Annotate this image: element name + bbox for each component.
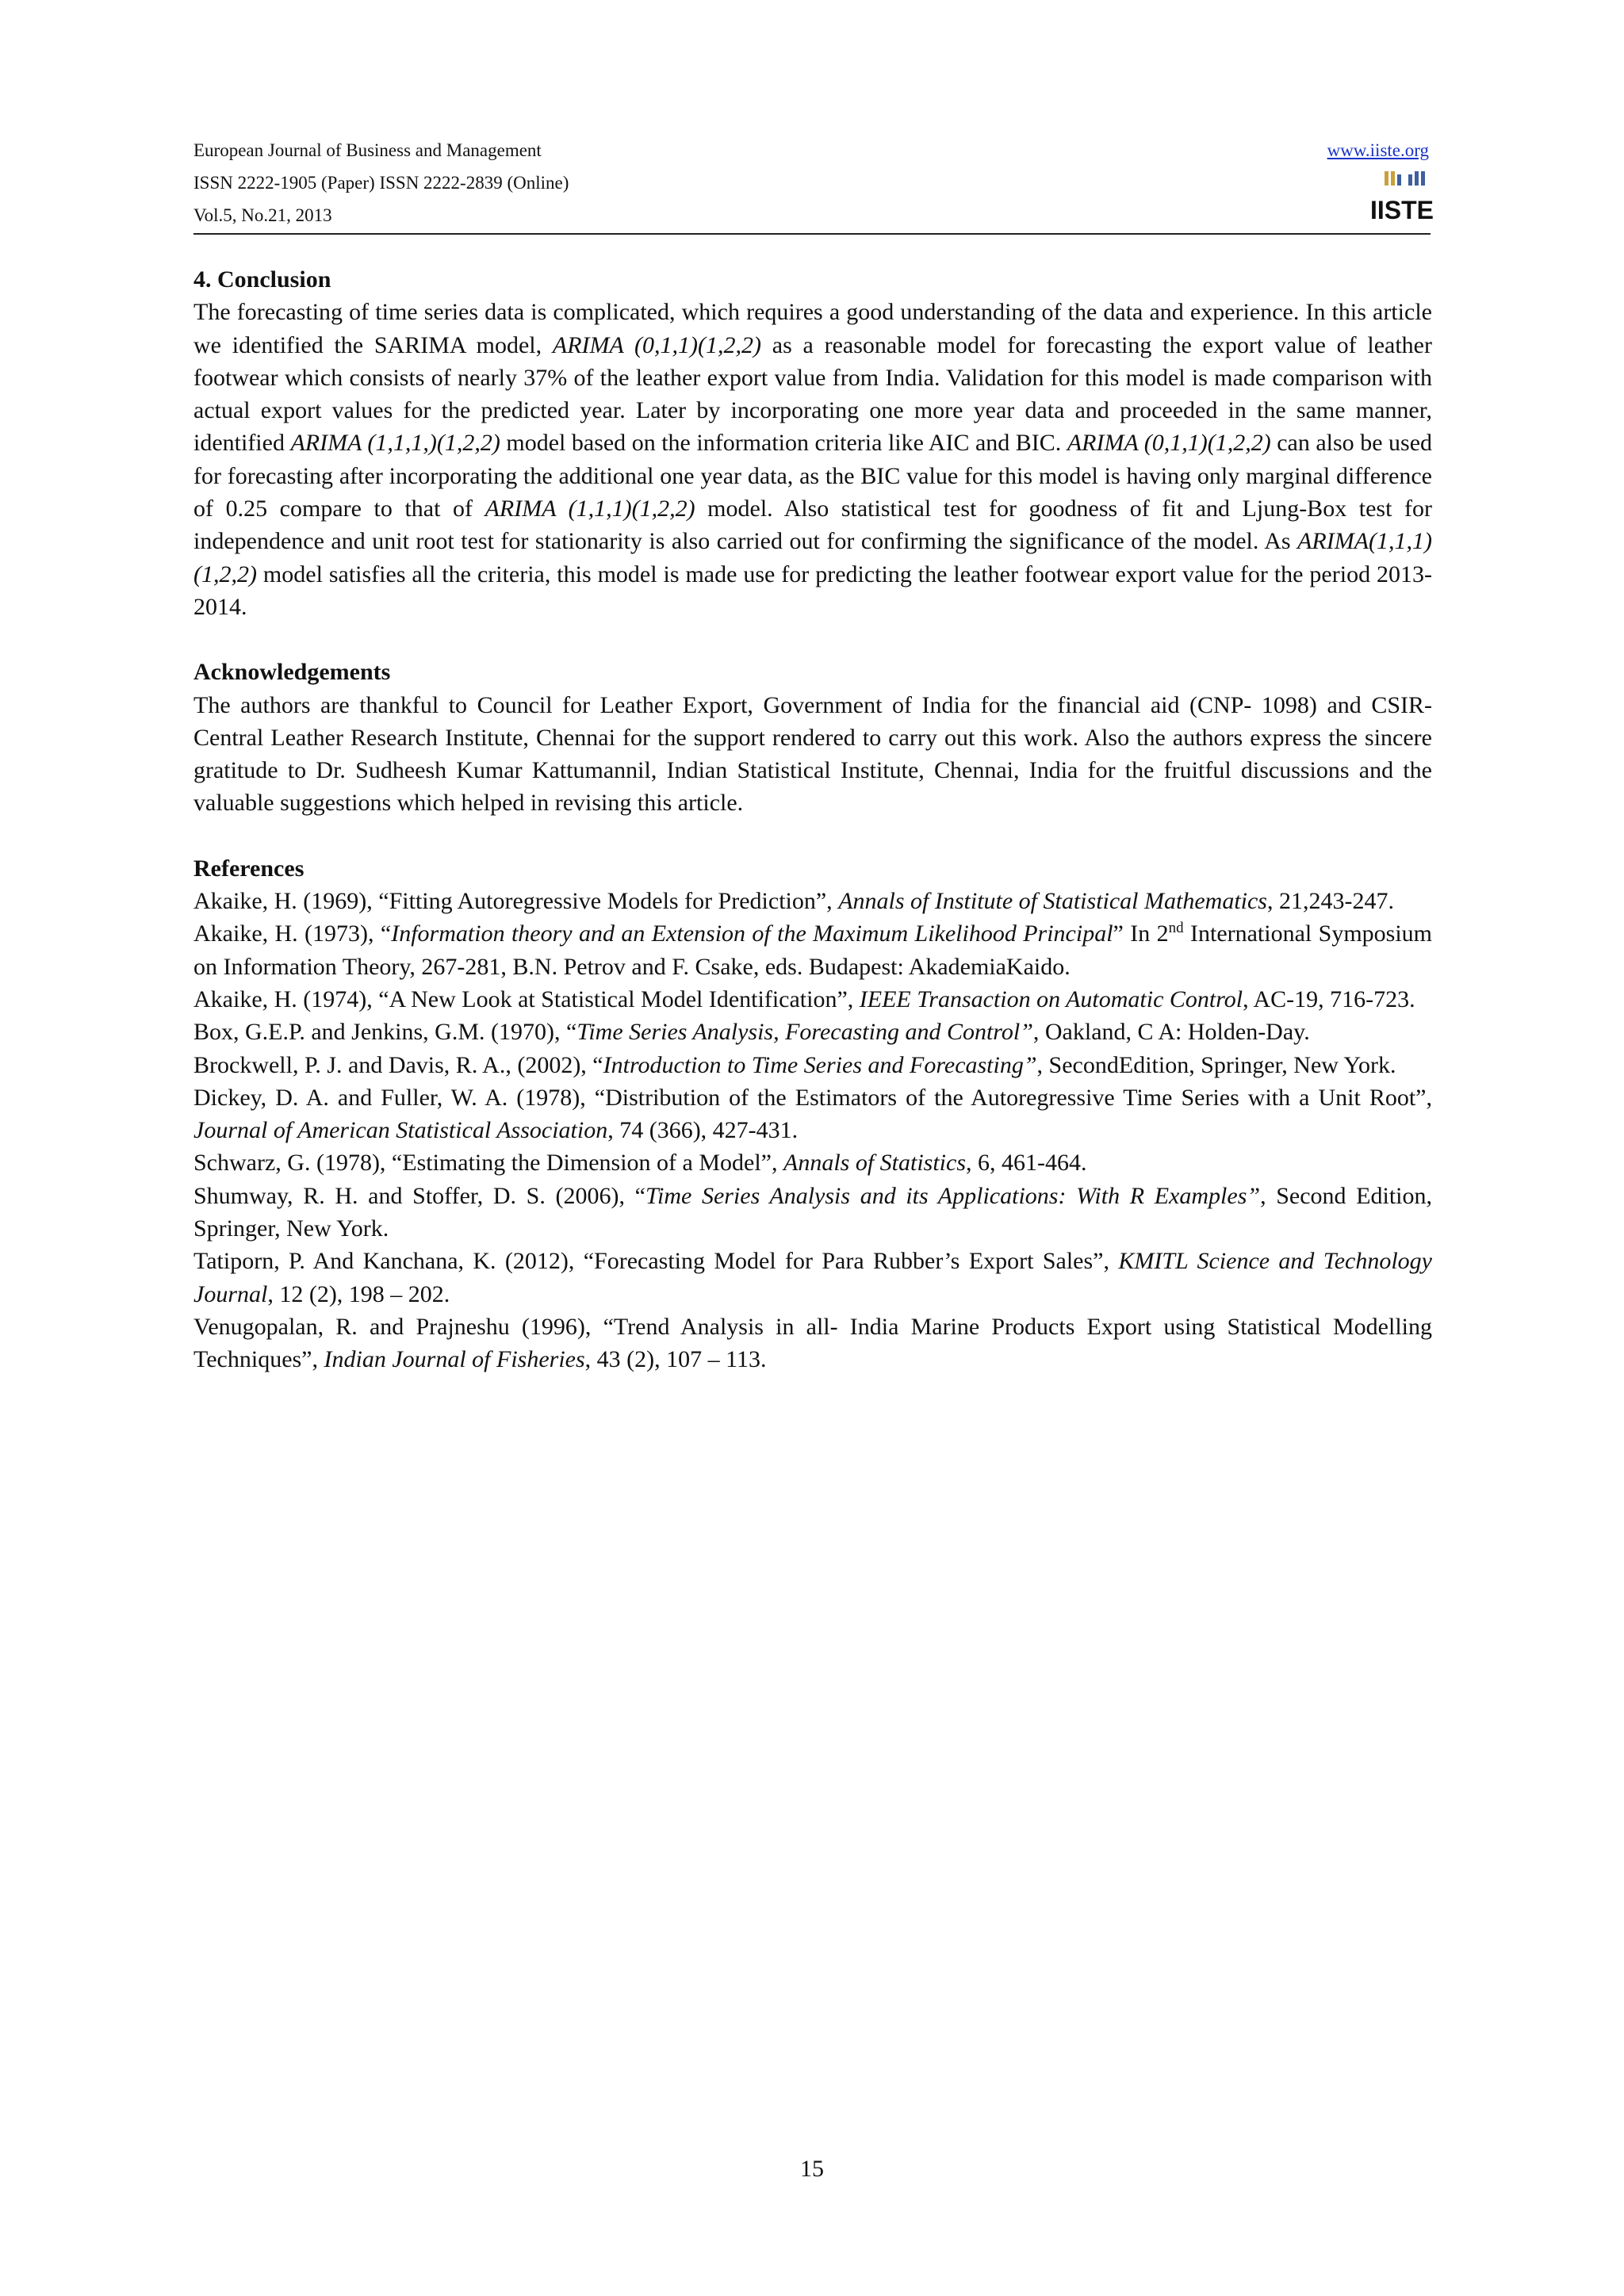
reference-item: Schwarz, G. (1978), “Estimating the Dimension of a Model”, Annals of Statistics, 6, 461-464. [193,1150,1087,1177]
reference-item: Akaike, H. (1973), “Information theory and an Extension of the Maximum Likelihood Principal” In 2nd International Symposium on Information Theory, 267-281, B.N. Petrov and F. Csake, eds. Budapest: AkademiaKaido. [193,920,1432,980]
reference-item: Akaike, H. (1974), “A New Look at Statistical Model Identification”, IEEE Transaction on Automatic Control, AC-19, 716-723. [193,985,1415,1012]
acknowledgements-paragraph: The authors are thankful to Council for Leather Export, Government of India for the financial aid (CNP- 1098) and CSIR- Central Leather Research Institute, Chennai for the support rendered to carry out this work. Also the authors express the sincere gratitude to Dr. Sudheesh Kumar Kattumannil, Indian Statistical Institute, Chennai, India for the fruitful discussions and the valuable suggestions which helped in revising this article. [193,691,1432,817]
model-name: ARIMA(1,1,1)(1,2,2) [193,528,1432,587]
model-name: ARIMA (1,1,1,)(1,2,2) [290,430,500,457]
journal-name: European Journal of Business and Management [193,140,542,160]
reference-item: Akaike, H. (1969), “Fitting Autoregressive Models for Prediction”, Annals of Institute of Statistical Mathematics, 21,243-247. [193,888,1394,915]
section-heading-conclusion: 4. Conclusion [193,266,331,293]
website-link[interactable]: www.iiste.org [1327,140,1429,160]
section-heading-references: References [193,855,304,882]
model-name: ARIMA (0,1,1)(1,2,2) [552,331,762,358]
section-heading-acknowledgements: Acknowledgements [193,659,391,686]
reference-item: Dickey, D. A. and Fuller, W. A. (1978), “Distribution of the Estimators of the Autoregressive Time Series with a Unit Root”, Journal of American Statistical Association, 74 (366), 427-431. [193,1084,1432,1144]
reference-item: Tatiporn, P. And Kanchana, K. (2012), “Forecasting Model for Para Rubber’s Export Sales”, KMITL Science and Technology Journal, 12 (2), 198 – 202. [193,1248,1432,1307]
reference-item: Brockwell, P. J. and Davis, R. A., (2002), “Introduction to Time Series and Forecasting”, SecondEdition, Springer, New York. [193,1051,1396,1078]
issn-line: ISSN 2222-1905 (Paper) ISSN 2222-2839 (Online) [193,173,569,193]
conclusion-paragraph: The forecasting of time series data is complicated, which requires a good understanding of the data and experience. In this article we identified the SARIMA model, ARIMA (0,1,1)(1,2,2) as a reasonable model for forecasting the export value of leather footwear which consists of nearly 37% of the leather export value from India. Validation for this model is made comparison with actual export values for the predicted year. Later by incorporating one more year data and proceeded in the same manner, identified ARIMA (1,1,1,)(1,2,2) model based on the information criteria like AIC and BIC. ARIMA (0,1,1)(1,2,2) can also be used for forecasting after incorporating the additional one year data, as the BIC value for this model is having only marginal difference of 0.25 compare to that of ARIMA (1,1,1)(1,2,2) model. Also statistical test for goodness of fit and Ljung-Box test for independence and unit root test for stationarity is also carried out for confirming the significance of the model. As ARIMA(1,1,1)(1,2,2) model satisfies all the criteria, this model is made use for predicting the leather footwear export value for the period 2013-2014. [193,299,1433,620]
logo-text: IISTE [1369,196,1434,224]
model-name: ARIMA (1,1,1)(1,2,2) [485,496,695,522]
model-name: ARIMA (0,1,1)(1,2,2) [1067,430,1271,457]
reference-item: Venugopalan, R. and Prajneshu (1996), “Trend Analysis in all- India Marine Products Export using Statistical Modelling Techniques”, Indian Journal of Fisheries, 43 (2), 107 – 113. [193,1313,1432,1373]
page-header [193,135,1434,235]
iiste-logo [1369,170,1434,225]
page-body [193,263,1432,1376]
reference-item: Shumway, R. H. and Stoffer, D. S. (2006), “Time Series Analysis and its Applications: With R Examples”, Second Edition, Springer, New York. [193,1182,1433,1242]
page-number: 15 [800,2156,824,2182]
volume-line: Vol.5, No.21, 2013 [193,205,332,225]
reference-item: Box, G.E.P. and Jenkins, G.M. (1970), “Time Series Analysis, Forecasting and Control”, Oakland, C A: Holden-Day. [193,1019,1310,1046]
